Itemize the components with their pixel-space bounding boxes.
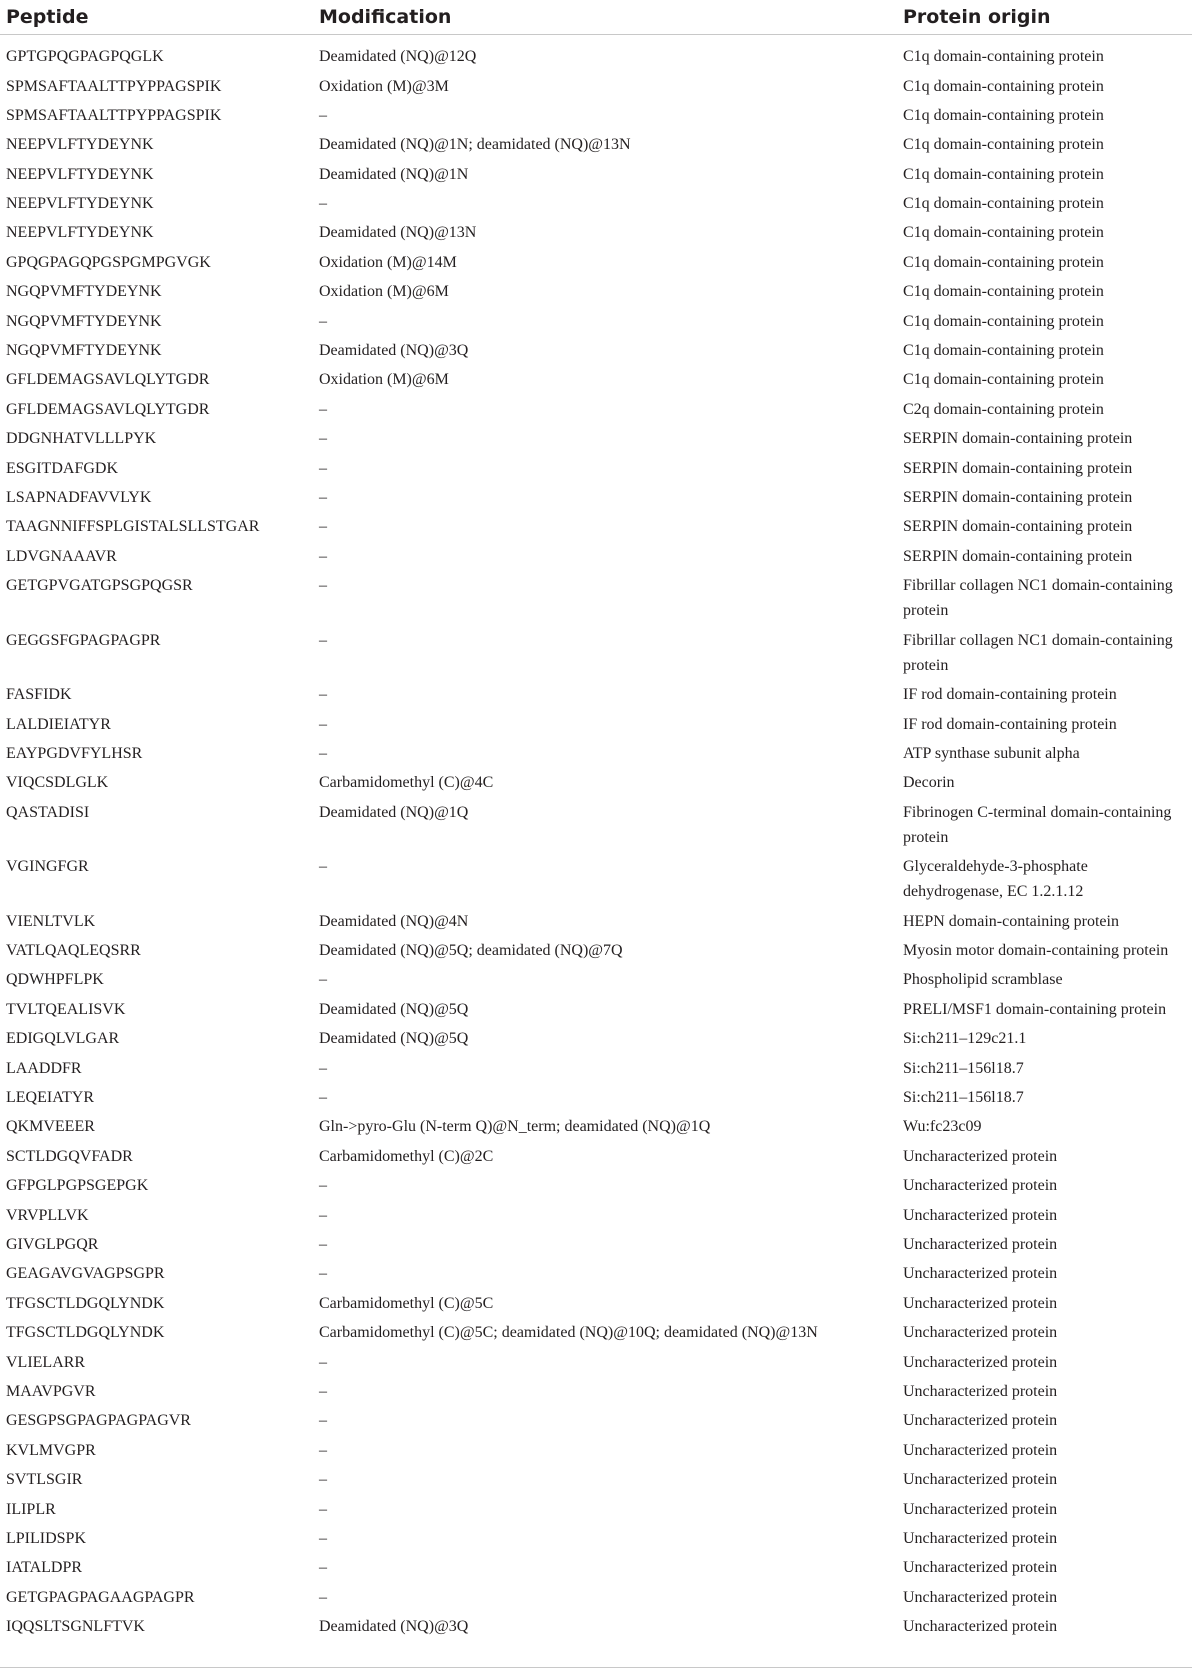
peptide-cell: VLIELARR: [6, 1353, 86, 1371]
modification-cell: Carbamidomethyl (C)@2C: [319, 1147, 494, 1165]
protein-origin-cell: Uncharacterized protein: [903, 1412, 1058, 1430]
table-body: [0, 35, 1192, 1642]
modification-cell: –: [319, 1206, 327, 1224]
modification-cell: –: [319, 459, 327, 477]
modification-cell: Carbamidomethyl (C)@4C: [319, 774, 494, 792]
table-row: [0, 1406, 1192, 1435]
table-row: [0, 1142, 1192, 1171]
peptide-cell: LSAPNADFAVVLYK: [6, 488, 152, 506]
modification-cell: Carbamidomethyl (C)@5C; deamidated (NQ)@10Q; deamidated (NQ)@13N: [319, 1324, 818, 1342]
peptide-cell: VIQCSDLGLK: [6, 774, 109, 792]
modification-cell: Deamidated (NQ)@1N: [319, 165, 469, 183]
peptide-cell: GESGPSGPAGPAGPAGVR: [6, 1412, 191, 1430]
table-row: [0, 1024, 1192, 1053]
peptide-cell: GEAGAVGVAGPSGPR: [6, 1265, 165, 1283]
modification-cell: Oxidation (M)@6M: [319, 371, 449, 389]
peptide-cell: FASFIDK: [6, 686, 72, 704]
protein-origin-cell: Uncharacterized protein: [903, 1588, 1058, 1606]
peptide-cell: IQQSLTSGNLFTVK: [6, 1618, 145, 1636]
column-header-protein-origin: Protein origin: [897, 0, 1192, 35]
protein-origin-cell: Fibrinogen C-terminal domain-containing protein: [903, 803, 1172, 846]
peptide-cell: TFGSCTLDGQLYNDK: [6, 1294, 165, 1312]
protein-origin-cell: C1q domain-containing protein: [903, 371, 1104, 389]
table-row: [0, 936, 1192, 965]
modification-cell: Deamidated (NQ)@13N: [319, 224, 477, 242]
table-row: [0, 1289, 1192, 1318]
peptide-cell: LPILIDSPK: [6, 1529, 87, 1547]
peptide-cell: TFGSCTLDGQLYNDK: [6, 1324, 165, 1342]
modification-cell: –: [319, 715, 327, 733]
protein-origin-cell: Uncharacterized protein: [903, 1618, 1058, 1636]
modification-cell: –: [319, 106, 327, 124]
table-row: [0, 1201, 1192, 1230]
table-row: [0, 739, 1192, 768]
modification-cell: –: [319, 400, 327, 418]
protein-origin-cell: C1q domain-containing protein: [903, 106, 1104, 124]
table-row: [0, 542, 1192, 571]
peptide-cell: NEEPVLFTYDEYNK: [6, 195, 154, 213]
table-row: [0, 1436, 1192, 1465]
protein-origin-cell: C1q domain-containing protein: [903, 224, 1104, 242]
protein-origin-cell: Si:ch211–156l18.7: [903, 1059, 1024, 1077]
protein-origin-cell: C1q domain-containing protein: [903, 48, 1104, 65]
peptide-cell: LEQEIATYR: [6, 1089, 94, 1107]
table-row: [0, 1348, 1192, 1377]
protein-origin-cell: Uncharacterized protein: [903, 1265, 1058, 1283]
modification-cell: Gln->pyro-Glu (N-term Q)@N_term; deamidated (NQ)@1Q: [319, 1118, 711, 1136]
protein-origin-cell: SERPIN domain-containing protein: [903, 547, 1133, 565]
protein-origin-cell: Phospholipid scramblase: [903, 971, 1063, 989]
peptide-cell: SPMSAFTAALTTPYPPAGSPIK: [6, 77, 222, 95]
protein-origin-cell: Uncharacterized protein: [903, 1353, 1058, 1371]
table-row: [0, 101, 1192, 130]
modification-cell: Deamidated (NQ)@5Q: [319, 1000, 469, 1018]
protein-origin-cell: C1q domain-containing protein: [903, 77, 1104, 95]
table-row: [0, 395, 1192, 424]
peptide-cell: VGINGFGR: [6, 858, 89, 876]
table-row: [0, 680, 1192, 709]
protein-origin-cell: Fibrillar collagen NC1 domain-containing protein: [903, 577, 1173, 620]
peptide-cell: GFLDEMAGSAVLQLYTGDR: [6, 400, 210, 418]
protein-origin-cell: PRELI/MSF1 domain-containing protein: [903, 1000, 1167, 1018]
peptide-cell: VATLQAQLEQSRR: [6, 942, 141, 960]
table-row: [0, 424, 1192, 453]
peptide-cell: TAAGNNIFFSPLGISTALSLLSTGAR: [6, 518, 260, 536]
table-row: [0, 130, 1192, 159]
modification-cell: –: [319, 631, 327, 649]
peptide-cell: SCTLDGQVFADR: [6, 1147, 133, 1165]
table-row: [0, 454, 1192, 483]
protein-origin-cell: Uncharacterized protein: [903, 1382, 1058, 1400]
protein-origin-cell: IF rod domain-containing protein: [903, 686, 1117, 704]
table-row: [0, 1112, 1192, 1141]
header-row: [0, 0, 1192, 35]
protein-origin-cell: SERPIN domain-containing protein: [903, 488, 1133, 506]
protein-origin-cell: Uncharacterized protein: [903, 1294, 1058, 1312]
modification-cell: –: [319, 1177, 327, 1195]
peptide-cell: LALDIEIATYR: [6, 715, 111, 733]
table-row: [0, 1259, 1192, 1288]
peptide-cell: NEEPVLFTYDEYNK: [6, 224, 154, 242]
protein-origin-cell: Si:ch211–129c21.1: [903, 1030, 1027, 1048]
table-row: [0, 768, 1192, 797]
table-row: [0, 798, 1192, 853]
modification-cell: –: [319, 1059, 327, 1077]
table-row: [0, 1465, 1192, 1494]
protein-origin-cell: Glyceraldehyde-3-phosphate dehydrogenase, EC 1.2.1.12: [903, 858, 1088, 901]
protein-origin-cell: C1q domain-containing protein: [903, 165, 1104, 183]
modification-cell: –: [319, 1588, 327, 1606]
table-row: [0, 571, 1192, 626]
protein-origin-cell: Fibrillar collagen NC1 domain-containing protein: [903, 631, 1173, 674]
modification-cell: –: [319, 577, 327, 595]
modification-cell: –: [319, 1471, 327, 1489]
protein-origin-cell: Uncharacterized protein: [903, 1236, 1058, 1253]
protein-origin-cell: IF rod domain-containing protein: [903, 715, 1117, 733]
table-row: [0, 72, 1192, 101]
table-row: [0, 307, 1192, 336]
protein-origin-cell: C1q domain-containing protein: [903, 195, 1104, 213]
peptide-cell: NGQPVMFTYDEYNK: [6, 312, 162, 330]
modification-cell: Deamidated (NQ)@4N: [319, 912, 469, 930]
protein-origin-cell: Uncharacterized protein: [903, 1471, 1058, 1489]
modification-cell: Deamidated (NQ)@1N; deamidated (NQ)@13N: [319, 136, 631, 154]
peptide-cell: GETGPAGPAGAAGPAGPR: [6, 1588, 195, 1606]
protein-origin-cell: Uncharacterized protein: [903, 1441, 1058, 1459]
table-row: [0, 907, 1192, 936]
protein-origin-cell: Myosin motor domain-containing protein: [903, 942, 1169, 960]
protein-origin-cell: Uncharacterized protein: [903, 1529, 1058, 1547]
modification-cell: –: [319, 858, 327, 876]
peptide-cell: SVTLSGIR: [6, 1471, 83, 1489]
protein-origin-cell: ATP synthase subunit alpha: [903, 744, 1080, 762]
protein-origin-cell: Si:ch211–156l18.7: [903, 1089, 1024, 1107]
peptide-cell: GPTGPQGPAGPQGLK: [6, 48, 164, 65]
table-row: [0, 965, 1192, 994]
peptide-cell: GFPGLPGPSGEPGK: [6, 1177, 149, 1195]
table-row: [0, 1377, 1192, 1406]
modification-cell: –: [319, 488, 327, 506]
modification-cell: Deamidated (NQ)@12Q: [319, 48, 477, 65]
protein-origin-cell: SERPIN domain-containing protein: [903, 459, 1133, 477]
modification-cell: Deamidated (NQ)@1Q: [319, 803, 469, 821]
protein-origin-cell: Uncharacterized protein: [903, 1559, 1058, 1577]
modification-cell: Carbamidomethyl (C)@5C: [319, 1294, 494, 1312]
protein-origin-cell: C2q domain-containing protein: [903, 400, 1104, 418]
modification-cell: Oxidation (M)@6M: [319, 283, 449, 301]
peptide-cell: VRVPLLVK: [6, 1206, 89, 1224]
modification-cell: Deamidated (NQ)@3Q: [319, 1618, 469, 1636]
modification-cell: –: [319, 312, 327, 330]
table-row: [0, 336, 1192, 365]
modification-cell: Deamidated (NQ)@3Q: [319, 342, 469, 360]
table-row: [0, 1054, 1192, 1083]
table-row: [0, 1583, 1192, 1612]
peptide-cell: KVLMVGPR: [6, 1441, 96, 1459]
peptide-cell: MAAVPGVR: [6, 1382, 96, 1400]
table-row: [0, 1553, 1192, 1582]
modification-cell: –: [319, 1559, 327, 1577]
column-header-peptide: Peptide: [0, 0, 313, 35]
table-row: [0, 626, 1192, 681]
peptide-cell: GETGPVGATGPSGPQGSR: [6, 577, 193, 595]
table-row: [0, 277, 1192, 306]
table-row: [0, 995, 1192, 1024]
table-row: [0, 483, 1192, 512]
peptide-cell: TVLTQEALISVK: [6, 1000, 126, 1018]
peptide-cell: EAYPGDVFYLHSR: [6, 744, 143, 762]
protein-origin-cell: Uncharacterized protein: [903, 1324, 1058, 1342]
table-row: [0, 1230, 1192, 1259]
peptide-cell: GEGGSFGPAGPAGPR: [6, 631, 161, 649]
modification-cell: Oxidation (M)@3M: [319, 77, 449, 95]
table-row: [0, 35, 1192, 72]
table-row: [0, 1318, 1192, 1347]
modification-cell: –: [319, 1441, 327, 1459]
peptide-cell: ILIPLR: [6, 1500, 56, 1518]
protein-origin-cell: Uncharacterized protein: [903, 1147, 1058, 1165]
peptide-cell: DDGNHATVLLLPYK: [6, 430, 157, 448]
table-row: [0, 852, 1192, 907]
protein-origin-cell: Wu:fc23c09: [903, 1118, 982, 1136]
table-header: [0, 0, 1192, 35]
protein-origin-cell: HEPN domain-containing protein: [903, 912, 1119, 930]
table-row: [0, 1495, 1192, 1524]
modification-cell: –: [319, 971, 327, 989]
modification-cell: –: [319, 1382, 327, 1400]
modification-cell: Oxidation (M)@14M: [319, 253, 457, 271]
peptide-cell: IATALDPR: [6, 1559, 83, 1577]
table-row: [0, 1083, 1192, 1112]
peptide-cell: NEEPVLFTYDEYNK: [6, 136, 154, 154]
peptide-cell: NGQPVMFTYDEYNK: [6, 283, 162, 301]
peptide-cell: QDWHPFLPK: [6, 971, 104, 989]
protein-origin-cell: SERPIN domain-containing protein: [903, 430, 1133, 448]
peptide-cell: VIENLTVLK: [6, 912, 96, 930]
modification-cell: –: [319, 1236, 327, 1253]
protein-origin-cell: Uncharacterized protein: [903, 1177, 1058, 1195]
modification-cell: Deamidated (NQ)@5Q: [319, 1030, 469, 1048]
protein-origin-cell: Decorin: [903, 774, 955, 792]
modification-cell: –: [319, 744, 327, 762]
peptide-cell: GIVGLPGQR: [6, 1236, 99, 1253]
modification-cell: –: [319, 1089, 327, 1107]
peptide-cell: NGQPVMFTYDEYNK: [6, 342, 162, 360]
modification-cell: –: [319, 686, 327, 704]
modification-cell: –: [319, 518, 327, 536]
table-row: [0, 1612, 1192, 1641]
modification-cell: –: [319, 1500, 327, 1518]
table-row: [0, 365, 1192, 394]
table-row: [0, 189, 1192, 218]
protein-origin-cell: C1q domain-containing protein: [903, 283, 1104, 301]
peptide-cell: ESGITDAFGDK: [6, 459, 118, 477]
peptide-cell: GPQGPAGQPGSPGMPGVGK: [6, 253, 211, 271]
peptide-cell: LDVGNAAAVR: [6, 547, 117, 565]
modification-cell: –: [319, 1353, 327, 1371]
peptide-cell: GFLDEMAGSAVLQLYTGDR: [6, 371, 210, 389]
modification-cell: –: [319, 1265, 327, 1283]
peptide-cell: EDIGQLVLGAR: [6, 1030, 120, 1048]
table-row: [0, 248, 1192, 277]
peptide-cell: LAADDFR: [6, 1059, 82, 1077]
protein-origin-cell: C1q domain-containing protein: [903, 136, 1104, 154]
peptide-cell: QASTADISI: [6, 803, 90, 821]
table-row: [0, 1524, 1192, 1553]
peptide-cell: SPMSAFTAALTTPYPPAGSPIK: [6, 106, 222, 124]
protein-origin-cell: SERPIN domain-containing protein: [903, 518, 1133, 536]
table-bottom-rule: [0, 1667, 1192, 1668]
peptide-cell: NEEPVLFTYDEYNK: [6, 165, 154, 183]
table-row: [0, 160, 1192, 189]
modification-cell: –: [319, 1412, 327, 1430]
protein-origin-cell: C1q domain-containing protein: [903, 253, 1104, 271]
peptide-cell: QKMVEEER: [6, 1118, 95, 1136]
table-row: [0, 512, 1192, 541]
modification-cell: –: [319, 1529, 327, 1547]
modification-cell: –: [319, 195, 327, 213]
modification-cell: –: [319, 547, 327, 565]
table-row: [0, 218, 1192, 247]
modification-cell: –: [319, 430, 327, 448]
table-row: [0, 1171, 1192, 1200]
modification-cell: Deamidated (NQ)@5Q; deamidated (NQ)@7Q: [319, 942, 623, 960]
protein-origin-cell: C1q domain-containing protein: [903, 342, 1104, 360]
column-header-modification: Modification: [313, 0, 897, 35]
protein-origin-cell: C1q domain-containing protein: [903, 312, 1104, 330]
protein-origin-cell: Uncharacterized protein: [903, 1500, 1058, 1518]
table-row: [0, 710, 1192, 739]
protein-origin-cell: Uncharacterized protein: [903, 1206, 1058, 1224]
